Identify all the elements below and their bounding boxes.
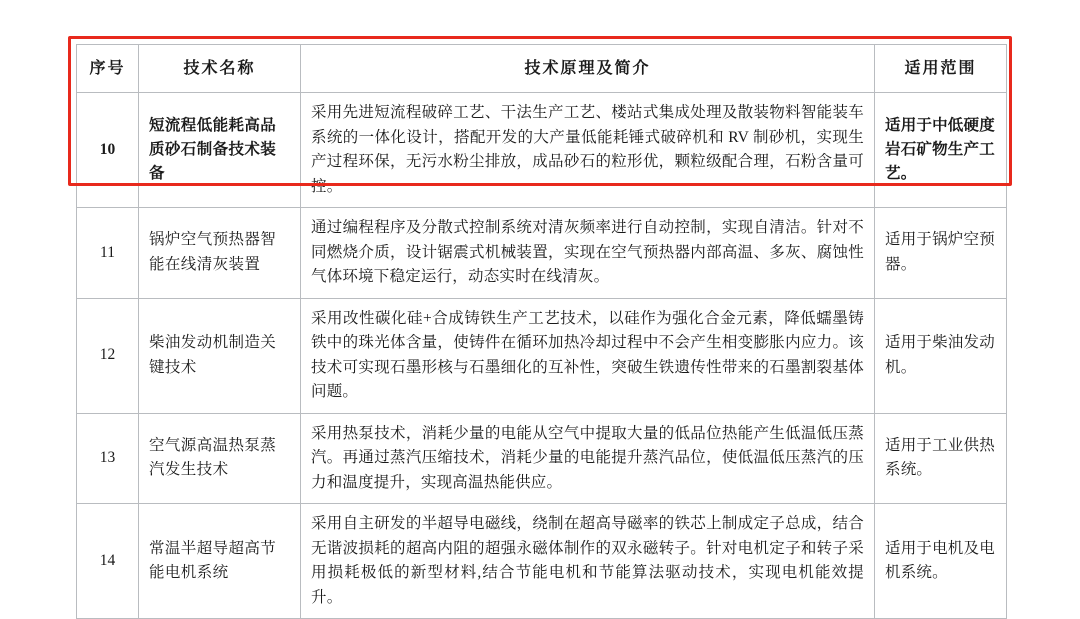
cell-technology-name: 短流程低能耗高品质砂石制备技术装备 <box>139 93 301 208</box>
table-row <box>77 413 1007 503</box>
table-row <box>77 93 1007 208</box>
cell-technology-name: 常温半超导超高节能电机系统 <box>139 504 301 619</box>
header-cell-description: 技术原理及简介 <box>301 45 875 93</box>
cell-description: 通过编程程序及分散式控制系统对清灰频率进行自动控制，实现自清洁。针对不同燃烧介质，设计锯震式机械装置，实现在空气预热器内部高温、多灰、腐蚀性气体环境下稳定运行，动态实时在线清灰。 <box>301 208 875 298</box>
cell-scope: 适用于工业供热系统。 <box>875 413 1007 503</box>
cell-description: 采用先进短流程破碎工艺、干法生产工艺、楼站式集成处理及散装物料智能装车系统的一体化设计，搭配开发的大产量低能耗锤式破碎机和 RV 制砂机，实现生产过程环保，无污水粉尘排放，成品砂石的粒形优，颗粒级配合理，石粉含量可控。 <box>301 93 875 208</box>
cell-scope: 适用于锅炉空预器。 <box>875 208 1007 298</box>
technology-catalog-table <box>76 44 1007 619</box>
cell-description: 采用热泵技术，消耗少量的电能从空气中提取大量的低品位热能产生低温低压蒸汽。再通过蒸汽压缩技术，消耗少量的电能提升蒸汽品位，使低温低压蒸汽的压力和温度提升，实现高温热能供应。 <box>301 413 875 503</box>
cell-description: 采用改性碳化硅+合成铸铁生产工艺技术，以硅作为强化合金元素，降低蠕墨铸铁中的珠光体含量，使铸件在循环加热冷却过程中不会产生相变膨胀内应力。该技术可实现石墨形核与石墨细化的互补性，突破生铁遗传性带来的石墨割裂基体问题。 <box>301 298 875 413</box>
header-cell-scope: 适用范围 <box>875 45 1007 93</box>
table-header <box>77 45 1007 93</box>
cell-technology-name: 锅炉空气预热器智能在线清灰装置 <box>139 208 301 298</box>
cell-no: 14 <box>77 504 139 619</box>
cell-scope: 适用于电机及电机系统。 <box>875 504 1007 619</box>
cell-scope: 适用于柴油发动机。 <box>875 298 1007 413</box>
cell-no: 10 <box>77 93 139 208</box>
table-row <box>77 208 1007 298</box>
table-body <box>77 93 1007 619</box>
cell-no: 12 <box>77 298 139 413</box>
cell-scope: 适用于中低硬度岩石矿物生产工艺。 <box>875 93 1007 208</box>
cell-no: 13 <box>77 413 139 503</box>
cell-no: 11 <box>77 208 139 298</box>
technology-catalog-table-container <box>76 44 1006 619</box>
table-header-row <box>77 45 1007 93</box>
table-row <box>77 504 1007 619</box>
cell-technology-name: 空气源高温热泵蒸汽发生技术 <box>139 413 301 503</box>
header-cell-no: 序号 <box>77 45 139 93</box>
table-row <box>77 298 1007 413</box>
cell-technology-name: 柴油发动机制造关键技术 <box>139 298 301 413</box>
cell-description: 采用自主研发的半超导电磁线，绕制在超高导磁率的铁芯上制成定子总成，结合无谐波损耗的超高内阻的超强永磁体制作的双永磁转子。针对电机定子和转子采用损耗极低的新型材料,结合节能电机和节能算法驱动技术，实现电机能效提升。 <box>301 504 875 619</box>
header-cell-name: 技术名称 <box>139 45 301 93</box>
